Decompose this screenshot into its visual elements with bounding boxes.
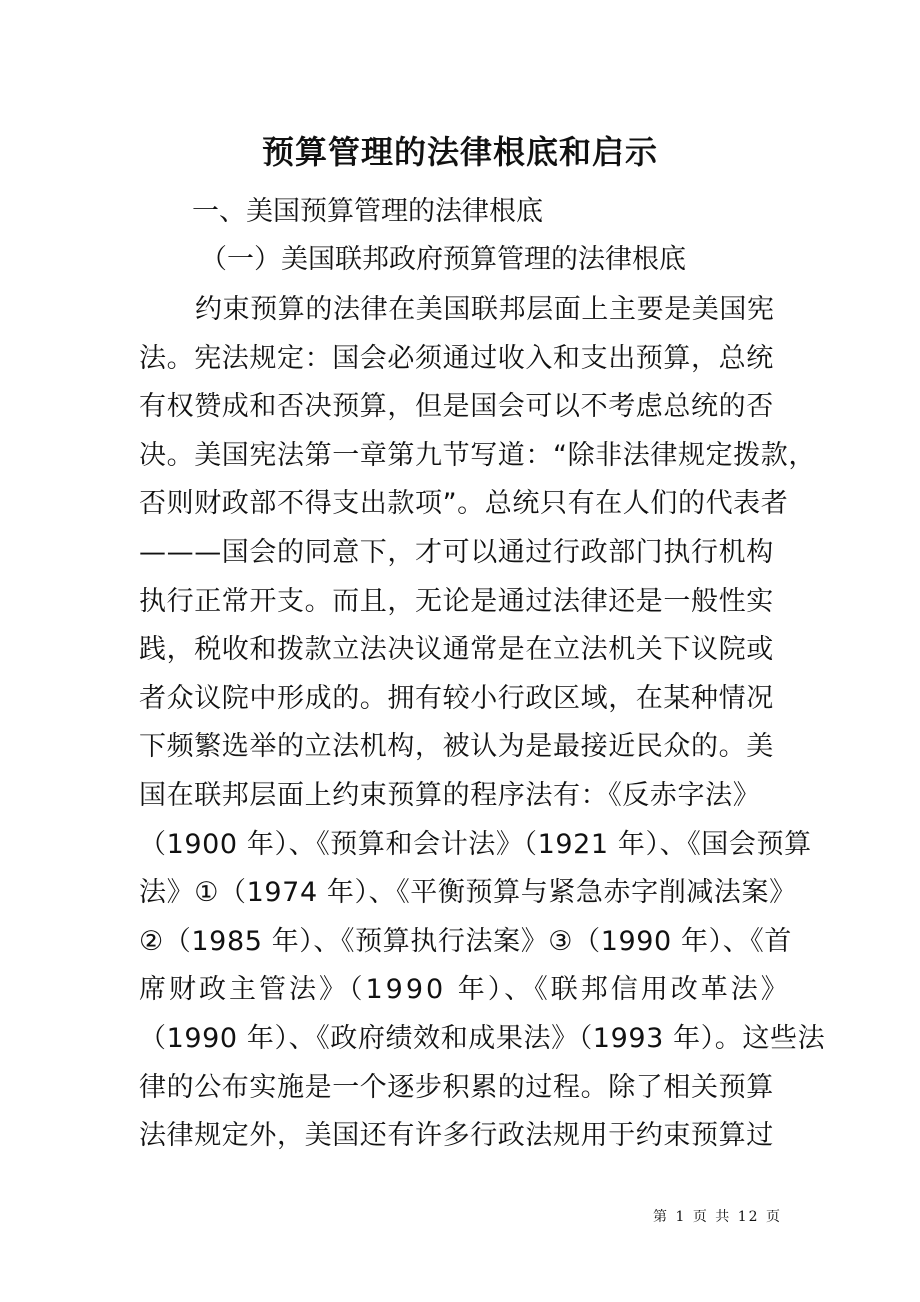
- text-line: ———国会的同意下，才可以通过行政部门执行机构: [139, 536, 774, 568]
- text-line: 律的公布实施是一个逐步积累的过程。除了相关预算: [139, 1071, 774, 1103]
- text-line: 执行正常开支。而且，无论是通过法律还是一般性实: [139, 585, 774, 617]
- text-line: （1990 年）、《政府绩效和成果法》（1993 年）。这些法: [139, 1022, 826, 1054]
- text-line: ②（1985 年）、《预算执行法案》③（1990 年）、《首: [139, 925, 792, 957]
- body-paragraph: [139, 286, 826, 1161]
- text-line: 有权赞成和否决预算，但是国会可以不考虑总统的否: [139, 391, 774, 423]
- text-line: 否则财政部不得支出款项”。总统只有在人们的代表者: [139, 488, 789, 520]
- page-number-footer: 第 1 页 共 12 页: [653, 1209, 782, 1225]
- text-line: （1900 年）、《预算和会计法》（1921 年）、《国会预算: [139, 828, 812, 860]
- text-line: 践，税收和拨款立法决议通常是在立法机关下议院或: [139, 634, 774, 666]
- text-line: 约束预算的法律在美国联邦层面上主要是美国宪: [195, 294, 775, 325]
- subsection-heading: （一）美国联邦政府预算管理的法律根底: [200, 244, 686, 275]
- text-line: 法》①（1974 年）、《平衡预算与紧急赤字削减法案》: [139, 877, 797, 909]
- text-line: 者众议院中形成的。拥有较小行政区域，在某种情况: [139, 682, 774, 714]
- text-line: 席财政主管法》（1990 年）、《联邦信用改革法》: [139, 974, 791, 1006]
- document-title: 预算管理的法律根底和启示: [261, 133, 658, 171]
- text-line: 法。宪法规定：国会必须通过收入和支出预算，总统: [139, 342, 774, 374]
- text-line: 法律规定外，美国还有许多行政法规用于约束预算过: [139, 1120, 774, 1152]
- text-line: 决。美国宪法第一章第九节写道：“除非法律规定拨款，: [139, 439, 816, 471]
- text-line: 国在联邦层面上约束预算的程序法有：《反赤字法》: [139, 779, 761, 811]
- text-line: 下频繁选举的立法机构，被认为是最接近民众的。美: [139, 731, 774, 763]
- section-heading: 一、美国预算管理的法律根底: [192, 196, 543, 227]
